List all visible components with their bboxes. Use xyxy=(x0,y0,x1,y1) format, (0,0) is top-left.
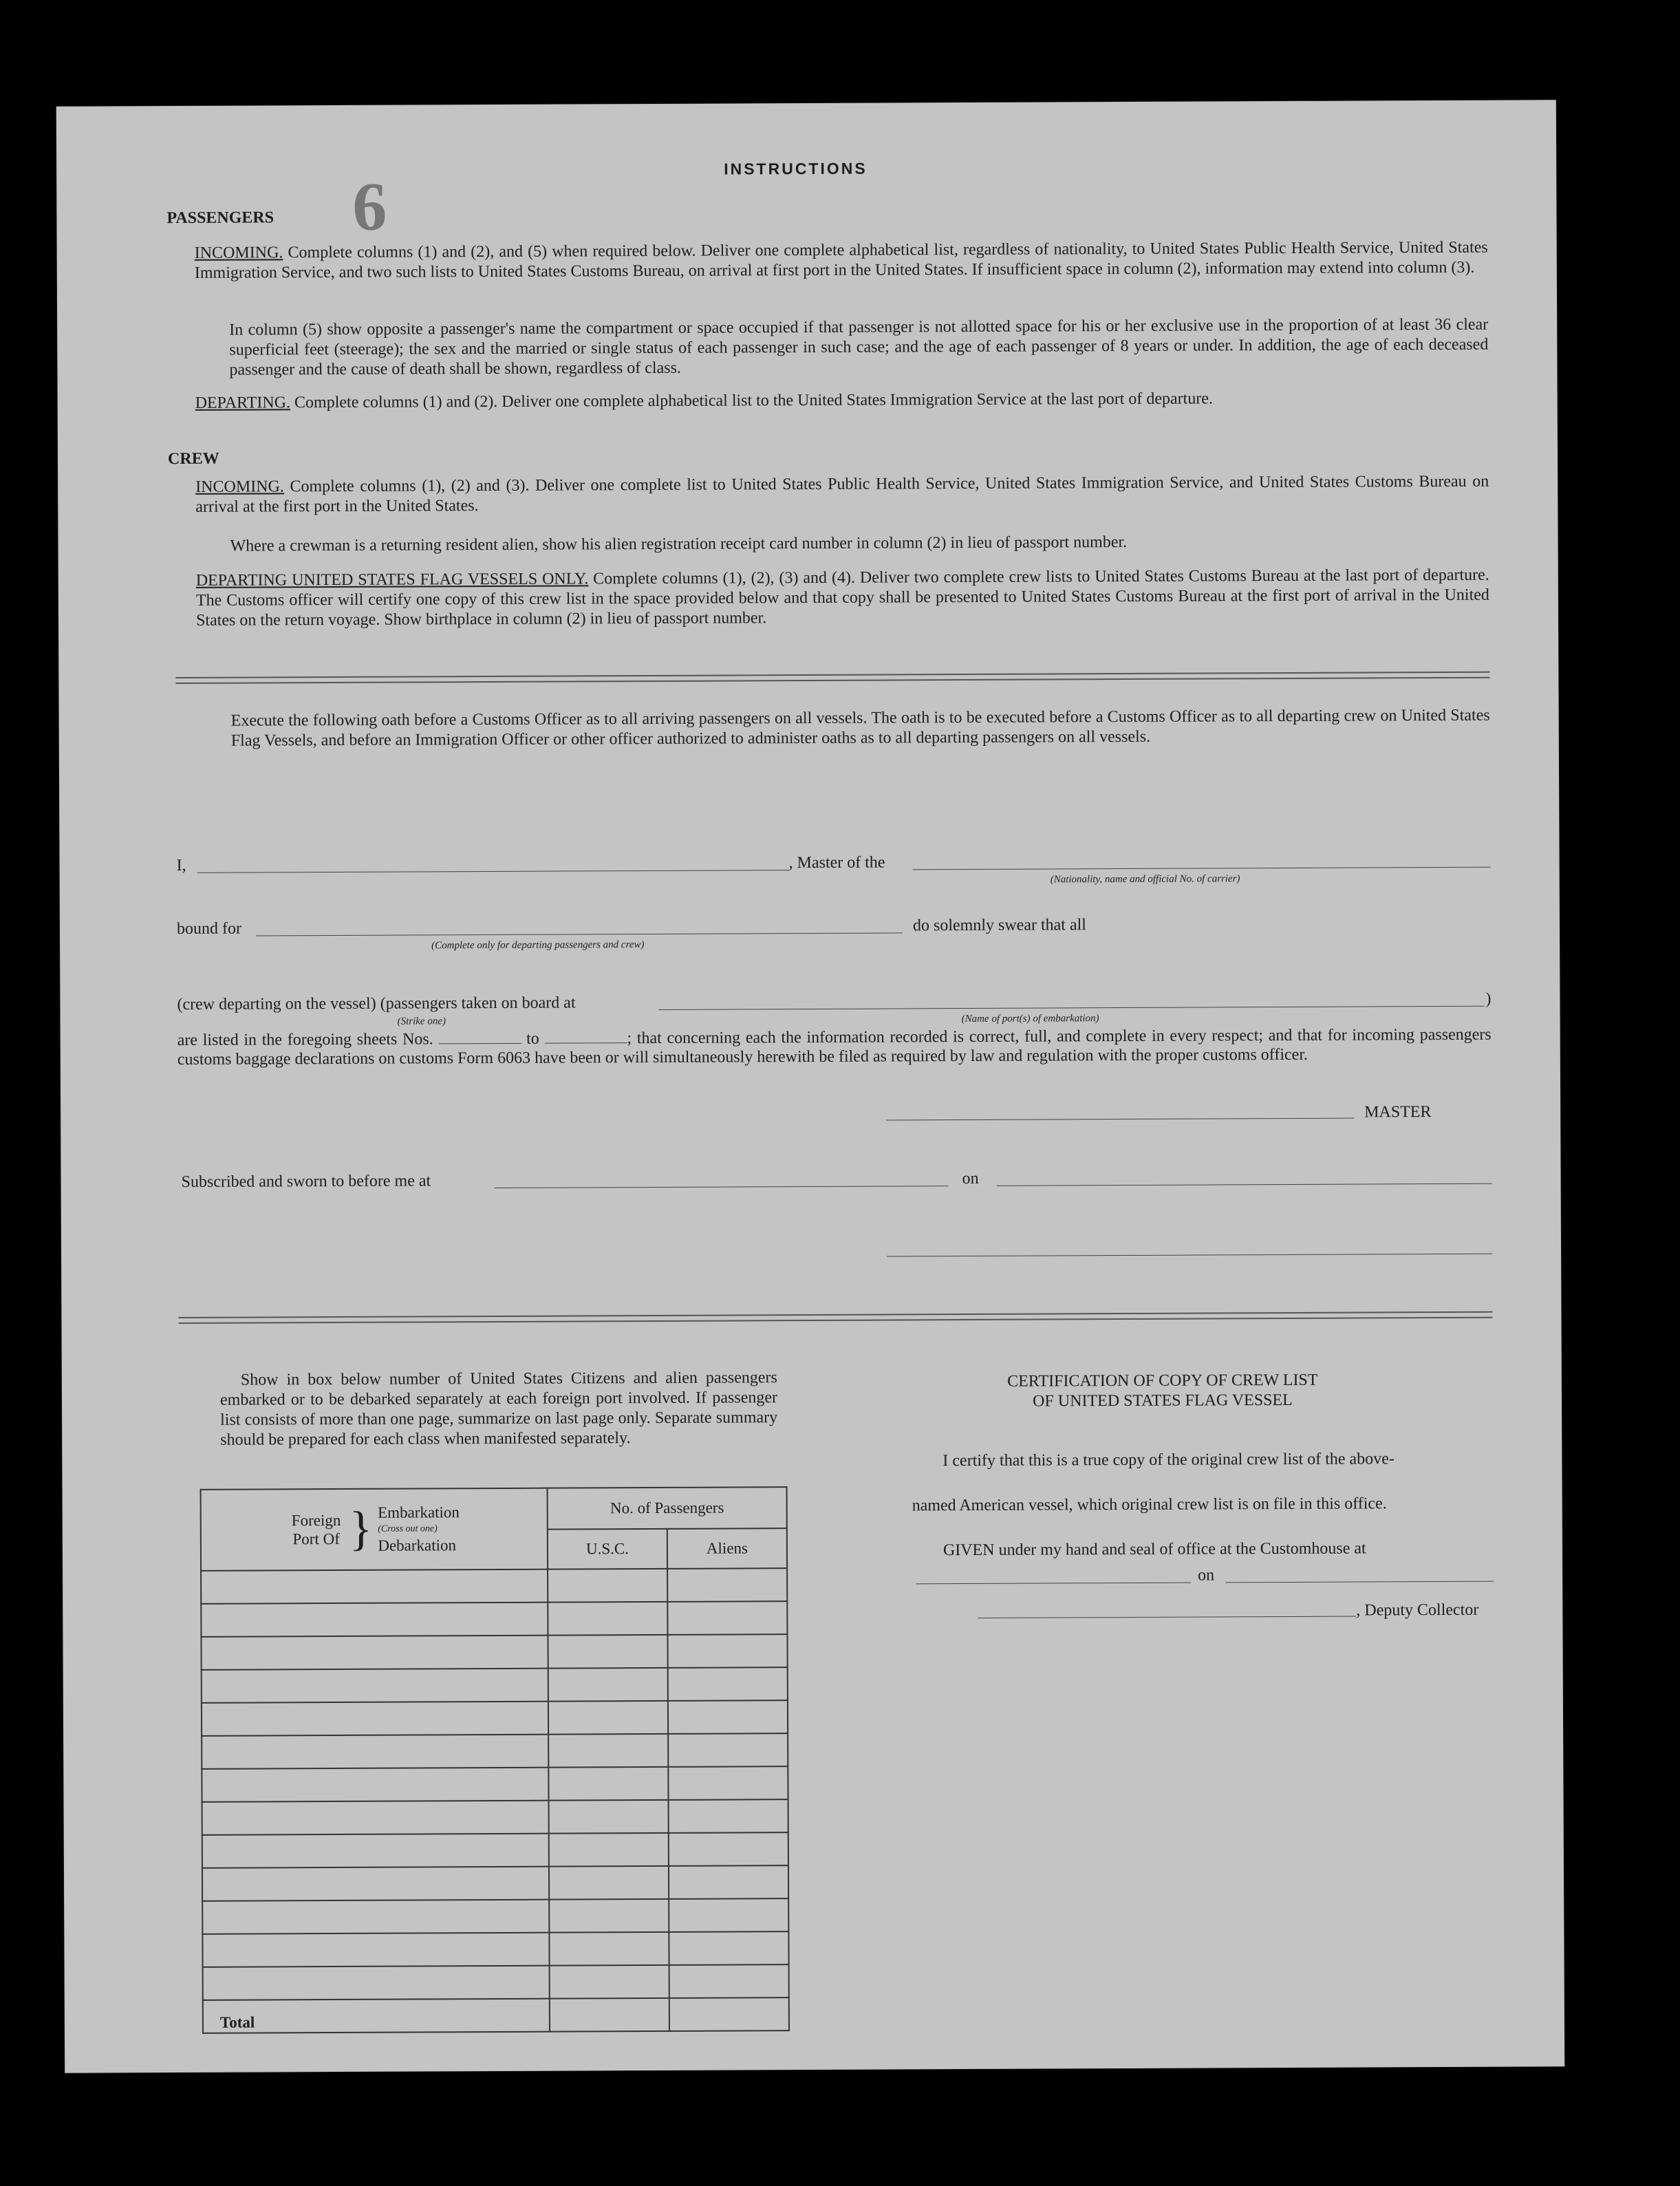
table-row xyxy=(202,1700,788,1736)
passengers-incoming-section xyxy=(195,238,1488,283)
usc-cell[interactable] xyxy=(549,1833,669,1867)
crew-incoming-text: Complete columns (1), (2) and (3). Deliver one complete list to United States Public Health Service, United States Immigration Service, and United States Customs Bureau on arrival at the first port in the United States. xyxy=(195,472,1489,516)
embarkation-port-line[interactable] xyxy=(659,1006,1485,1010)
certification-title xyxy=(853,1370,1472,1413)
crew-departing-section xyxy=(196,566,1489,631)
aliens-cell[interactable] xyxy=(669,1799,788,1833)
aliens-cell[interactable] xyxy=(668,1700,788,1734)
certification-date-line[interactable] xyxy=(1225,1581,1494,1583)
crew-incoming-section xyxy=(195,472,1489,517)
sheet-number: 6 xyxy=(352,168,387,245)
certification-text-3: GIVEN under my hand and seal of office at the Customhouse at xyxy=(943,1539,1366,1560)
embarkation-label: Embarkation xyxy=(378,1503,460,1521)
subscribed-label: Subscribed and sworn to before me at xyxy=(181,1172,431,1191)
oath-swear: do solemnly swear that all xyxy=(912,916,1086,935)
port-cell[interactable] xyxy=(202,1834,549,1868)
table-row xyxy=(202,1766,788,1802)
brace-glyph: } xyxy=(349,1502,373,1556)
crew-departing-label: DEPARTING UNITED STATES FLAG VESSELS ONLY. xyxy=(195,570,589,590)
sheet-from-field[interactable] xyxy=(438,1043,521,1044)
certification-text-1: I certify that this is a true copy of the original crew list of the above- xyxy=(943,1450,1394,1470)
summary-instructions: Show in box below number of United States Citizens and alien passengers embarked or to be debarked separately at each foreign port involved. If passenger list consists of more than one page, summarize on last page only. Separate summary should be prepared for each class when manifested separately. xyxy=(219,1369,778,1449)
deputy-collector-label: , Deputy Collector xyxy=(1356,1600,1479,1620)
deputy-signature-line[interactable] xyxy=(978,1616,1356,1618)
certification-title-line-2: OF UNITED STATES FLAG VESSEL xyxy=(1033,1391,1293,1411)
port-cell[interactable] xyxy=(202,1801,549,1835)
certification-text-2: named American vessel, which original crew list is on file in this office. xyxy=(912,1494,1387,1515)
usc-total-cell[interactable] xyxy=(550,1998,669,2032)
table-row xyxy=(202,1865,788,1901)
usc-cell[interactable] xyxy=(548,1668,668,1702)
aliens-cell[interactable] xyxy=(669,1964,789,1998)
certification-title-line-1: CERTIFICATION OF COPY OF CREW LIST xyxy=(1007,1371,1318,1391)
strike-one-note: (Strike one) xyxy=(397,1016,446,1027)
passengers-incoming-label: INCOMING. xyxy=(194,244,283,262)
aliens-cell[interactable] xyxy=(668,1766,788,1800)
subscribed-place-line[interactable] xyxy=(495,1186,949,1188)
aliens-cell[interactable] xyxy=(667,1601,787,1635)
crew-resident-text: Where a crewman is a returning resident alien, show his alien registration receipt card number in column (2) in lieu of passport number. xyxy=(230,533,1128,555)
port-cell[interactable] xyxy=(202,1702,548,1736)
usc-cell[interactable] xyxy=(548,1602,667,1636)
table-row xyxy=(202,1733,788,1769)
usc-cell[interactable] xyxy=(548,1734,668,1768)
crew-incoming-label: INCOMING. xyxy=(195,478,284,496)
subscribed-date-line[interactable] xyxy=(997,1183,1492,1186)
divider-middle xyxy=(178,1311,1492,1324)
foreign-port-label: Foreign Port Of xyxy=(291,1511,341,1548)
aliens-header: Aliens xyxy=(667,1528,787,1569)
port-cell[interactable] xyxy=(202,1669,548,1703)
usc-cell[interactable] xyxy=(548,1701,668,1735)
port-cell[interactable] xyxy=(202,1735,548,1769)
aliens-cell[interactable] xyxy=(668,1733,788,1767)
table-row xyxy=(202,1667,788,1703)
passengers-departing-label: DEPARTING. xyxy=(195,394,291,412)
master-name-line[interactable] xyxy=(197,870,789,873)
aliens-cell[interactable] xyxy=(669,1865,788,1899)
oath-listed-paragraph xyxy=(177,1025,1491,1069)
bound-note: (Complete only for departing passengers and crew) xyxy=(431,939,645,952)
oath-bound-for: bound for xyxy=(176,919,242,939)
passengers-departing-section xyxy=(195,388,1489,414)
port-cell[interactable] xyxy=(202,1933,549,1967)
passengers-count-header: No. of Passengers xyxy=(548,1487,787,1530)
usc-cell[interactable] xyxy=(548,1569,667,1603)
cross-out-note: (Cross out one) xyxy=(378,1523,438,1534)
port-cell[interactable] xyxy=(201,1603,548,1637)
page-title: INSTRUCTIONS xyxy=(724,159,868,178)
table-row xyxy=(201,1634,787,1670)
passengers-heading: PASSENGERS xyxy=(166,208,274,228)
port-cell[interactable] xyxy=(202,1768,548,1802)
aliens-cell[interactable] xyxy=(669,1832,788,1866)
usc-cell[interactable] xyxy=(549,1899,669,1933)
subscribed-on-label: on xyxy=(962,1169,979,1188)
master-signature-line[interactable] xyxy=(886,1118,1354,1121)
table-row xyxy=(203,1964,789,2000)
total-label: Total xyxy=(203,1999,550,2033)
usc-cell[interactable] xyxy=(548,1767,668,1801)
table-row xyxy=(202,1799,788,1835)
port-cell[interactable] xyxy=(201,1569,548,1604)
aliens-cell[interactable] xyxy=(669,1931,788,1965)
port-cell[interactable] xyxy=(203,1966,550,2000)
total-row xyxy=(203,1997,789,2033)
table-row xyxy=(201,1601,787,1637)
crew-departing-text: Complete columns (1), (2), (3) and (4). Deliver two complete crew lists to United States Customs Bureau at the last port of departure. The Customs officer will certify one copy of this crew list in the space provided below and that copy shall be presented to United States Customs Bureau at the first port of arrival in the United States on the return voyage. Show birthplace in column (2) in lieu of passport number. xyxy=(195,566,1489,630)
carrier-note: (Nationality, name and official No. of carrier) xyxy=(1050,873,1240,886)
oath-intro: Execute the following oath before a Customs Officer as to all arriving passengers on all vessels. The oath is to be executed before a Customs Officer as to all departing crew on United States Flag Vessels, and before an Immigration Officer or other officer authorized to administer oaths as to all departing passengers on all vessels. xyxy=(230,706,1490,750)
port-header xyxy=(201,1488,548,1571)
oath-crew-departing: (crew departing on the vessel) (passengers taken on board at xyxy=(177,994,576,1014)
oath-listed-b: ; that concerning each the information recorded is correct, full, and complete in every respect; and that for incoming passengers customs baggage declarations on customs Form 6063 have been or will simultaneously herewith be filed as required by law and regulation with the proper customs officer. xyxy=(177,1025,1491,1069)
port-cell[interactable] xyxy=(202,1867,549,1901)
usc-cell[interactable] xyxy=(549,1932,669,1966)
passengers-column5-text: In column (5) show opposite a passenger's name the compartment or space occupied if that passenger is not allotted space for his or her exclusive use in the proportion of at least 36 clear superficial feet (steerage); the sex and the married or single status of each passenger in such case; and the age of each passenger of 8 years or under. In addition, the age of each deceased passenger and the cause of death shall be shown, regardless of class. xyxy=(229,315,1489,379)
table-row xyxy=(202,1832,788,1868)
port-cell[interactable] xyxy=(201,1636,548,1670)
oath-listed-to: to xyxy=(526,1029,539,1048)
carrier-line[interactable] xyxy=(913,867,1491,870)
crew-heading: CREW xyxy=(167,449,219,469)
table-row xyxy=(202,1898,788,1934)
usc-cell[interactable] xyxy=(549,1800,669,1834)
usc-cell[interactable] xyxy=(549,1866,669,1900)
bound-for-line[interactable] xyxy=(256,932,903,936)
oath-i-label: I, xyxy=(176,856,186,875)
usc-cell[interactable] xyxy=(550,1965,669,1999)
embarkation-note: (Name of port(s) of embarkation) xyxy=(961,1013,1099,1025)
passenger-summary-table xyxy=(200,1486,790,2034)
port-cell[interactable] xyxy=(202,1900,549,1934)
divider-top xyxy=(175,672,1489,684)
customhouse-line[interactable] xyxy=(916,1583,1191,1585)
master-label: MASTER xyxy=(1364,1103,1432,1122)
passengers-incoming-text: Complete columns (1) and (2), and (5) when required below. Deliver one complete alphabetical list, regardless of nationality, to United States Public Health Service, United States Immigration Service, and two such lists to United States Customs Bureau, on arrival at first port in the United States. If insufficient space in column (2), information may extend into column (3). xyxy=(194,238,1488,282)
usc-header: U.S.C. xyxy=(548,1529,667,1569)
aliens-cell[interactable] xyxy=(667,1568,787,1602)
form-page xyxy=(56,100,1564,2072)
debarkation-label: Debarkation xyxy=(378,1536,457,1554)
table-row xyxy=(201,1568,787,1604)
aliens-total-cell[interactable] xyxy=(669,1997,789,2031)
oath-close-paren: ) xyxy=(1485,989,1491,1008)
aliens-cell[interactable] xyxy=(668,1667,788,1701)
oath-listed-a: are listed in the foregoing sheets Nos. xyxy=(177,1030,433,1050)
officer-signature-line[interactable] xyxy=(887,1254,1492,1257)
usc-cell[interactable] xyxy=(548,1635,667,1669)
aliens-cell[interactable] xyxy=(667,1634,787,1668)
table-row xyxy=(202,1931,788,1967)
aliens-cell[interactable] xyxy=(669,1898,788,1932)
certification-on-label: on xyxy=(1198,1566,1215,1585)
passengers-departing-text: Complete columns (1) and (2). Deliver one complete alphabetical list to the United States Immigration Service at the last port of departure. xyxy=(294,389,1213,412)
oath-master-of: , Master of the xyxy=(788,853,885,872)
sheet-to-field[interactable] xyxy=(544,1042,627,1044)
